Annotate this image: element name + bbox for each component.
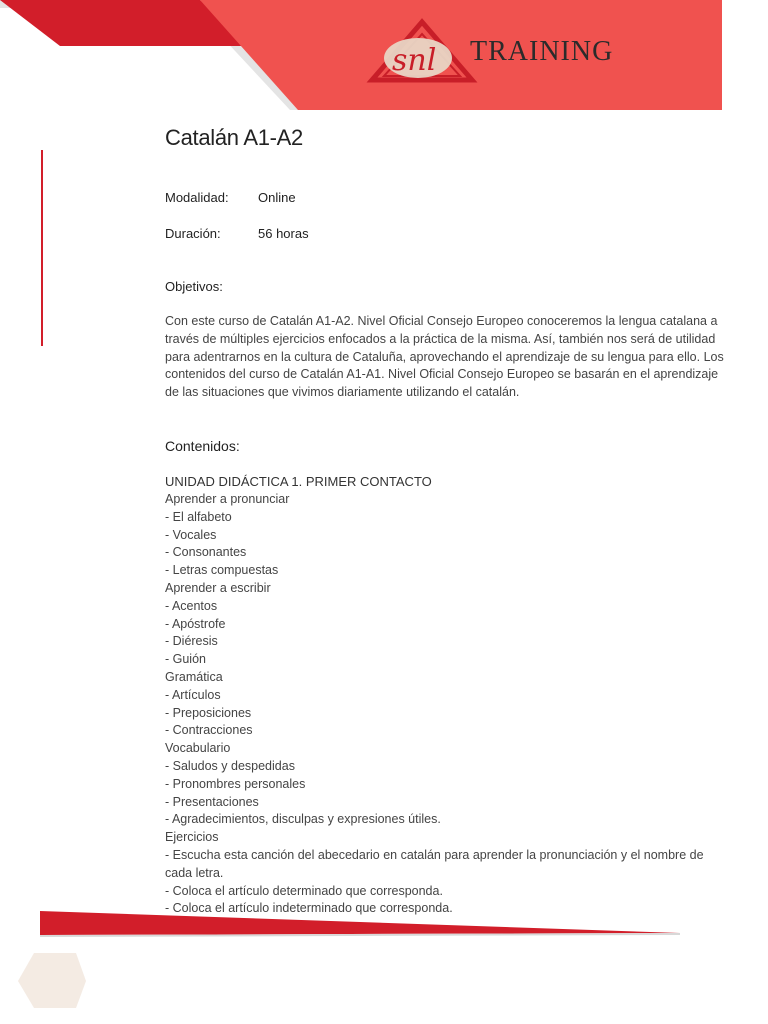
content-line: - Diéresis [165,634,218,649]
content-line: Ejercicios [165,830,219,845]
objetivos-label: Objetivos: [165,279,223,294]
content-line: - Contracciones [165,723,253,738]
content-line: - Coloca el artículo determinado que corresponda. [165,883,443,898]
content-line: - El alfabeto [165,509,232,524]
content-line: - Guión [165,652,206,667]
duracion-value: 56 horas [258,226,309,241]
content-line: Vocabulario [165,741,231,756]
unit-title: UNIDAD DIDÁCTICA 1. PRIMER CONTACTO [165,474,432,489]
modalidad-label: Modalidad: [165,190,229,205]
modalidad-value: Online [258,190,296,205]
objetivos-paragraph: Con este curso de Catalán A1-A2. Nivel Oficial Consejo Europeo conoceremos la lengua catalana a través de múltiples ejercicios enfocados a la práctica de la misma. Así, también nos será de utilidad para adentrarnos en la cultura de Cataluña, aprovechando el aprendizaje de su lengua para ello. Los contenidos del curso de Catalán A1-A1. Nivel Oficial Consejo Europeo se basarán en el aprendizaje de las situaciones que vivimos diariamente utilizando el catalán. [165,314,724,400]
content-line: - Pronombres personales [165,776,306,791]
content-list [165,491,725,918]
content-line: - Letras compuestas [165,563,279,578]
footer-banner [0,905,768,1024]
content-line: - Preposiciones [165,705,252,720]
page-title: Catalán A1-A2 [165,125,303,150]
content-line: - Escucha esta canción del abecedario en catalán para aprender la pronunciación y el nombre de cada letra. [165,847,704,880]
content-line: - Consonantes [165,545,247,560]
content-line: - Saludos y despedidas [165,758,295,773]
logo-script-text: snl [392,43,437,78]
duracion-label: Duración: [165,226,221,241]
content-line: - Agradecimientos, disculpas y expresiones útiles. [165,812,441,827]
contenidos-heading: Contenidos: [165,438,240,454]
content-line: Aprender a pronunciar [165,492,290,506]
content-line: Gramática [165,669,223,684]
content-line: - Coloca el artículo indeterminado que corresponda. [165,901,453,916]
footer-red-wedge [40,911,680,935]
content-line: - Artículos [165,687,221,702]
content-line: - Vocales [165,527,217,542]
logo-wordmark: TRAINING [470,36,614,67]
content-line: - Presentaciones [165,794,259,809]
content-line: - Acentos [165,598,218,613]
content-line: Aprender a escribir [165,580,271,595]
content-line: - Apóstrofe [165,616,226,631]
footer-hexagon [18,953,86,1008]
left-accent-rule [41,150,43,346]
header-banner [0,0,768,115]
